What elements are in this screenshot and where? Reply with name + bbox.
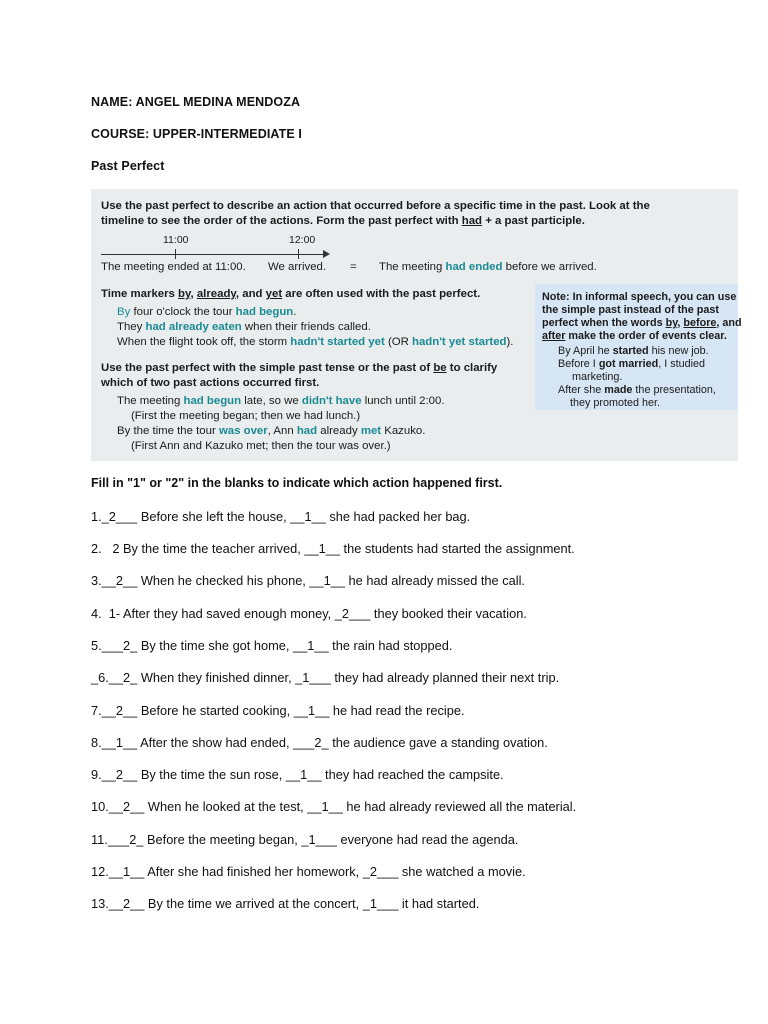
note-example: By April he started his new job. [558,345,709,357]
exercise-item: 3.__2__ When he checked his phone, __1__ he had already missed the call. [91,573,525,588]
note-example: they promoted her. [570,397,661,409]
student-name: NAME: ANGEL MEDINA MENDOZA [91,95,301,109]
timeline-line [101,254,324,255]
time-markers-heading: Time markers by, already, and yet are often used with the past perfect. [101,288,481,300]
example-sentence: When the flight took off, the storm hadn't started yet (OR hadn't yet started). [117,336,514,348]
informal-speech-note [535,284,742,410]
note-example: After she made the presentation, [558,384,716,396]
exercise-item: 2. 2 By the time the teacher arrived, __1__ the students had started the assignment. [91,541,575,556]
timeline-event-a: The meeting ended at 11:00. [101,261,246,273]
course-name: COURSE: UPPER-INTERMEDIATE I [91,127,302,141]
note-line: the simple past instead of the past [542,304,719,316]
timeline-summary: The meeting had ended before we arrived. [379,261,597,273]
example-sentence: They had already eaten when their friends called. [117,321,371,333]
exercise-item: 8.__1__ After the show had ended, ___2_ the audience gave a standing ovation. [91,735,548,750]
exercise-item: 5.___2_ By the time she got home, __1__ the rain had stopped. [91,638,453,653]
usage-rule-line-2: which of two past actions occurred first. [101,377,320,389]
example-sentence: By the time the tour was over, Ann had already met Kazuko. [117,425,426,437]
note-line: Note: In informal speech, you can use [542,291,737,303]
exercise-item: 11.___2_ Before the meeting began, _1___ everyone had read the agenda. [91,832,519,847]
timeline-time-1: 11:00 [163,234,189,246]
example-sentence: The meeting had begun late, so we didn't have lunch until 2:00. [117,395,445,407]
note-line: perfect when the words by, before, and [542,317,742,329]
exercise-item: _6.__2_ When they finished dinner, _1___ they had already planned their next trip. [91,670,560,685]
topic-title: Past Perfect [91,159,165,173]
grammar-intro-line-2: timeline to see the order of the actions. Form the past perfect with had + a past participle. [101,215,585,227]
timeline-tick [175,249,176,259]
timeline-arrow-icon [323,250,330,258]
exercise-item: 12.__1__ After she had finished her homework, _2___ she watched a movie. [91,864,526,879]
exercise-item: 4. 1- After they had saved enough money, _2___ they booked their vacation. [91,606,527,621]
note-example: Before I got married, I studied [558,358,706,370]
example-explanation: (First the meeting began; then we had lunch.) [131,410,361,422]
example-sentence: By four o'clock the tour had begun. [117,306,297,318]
example-explanation: (First Ann and Kazuko met; then the tour was over.) [131,440,391,452]
grammar-reference-box [91,189,742,461]
timeline-tick [298,249,299,259]
exercise-item: 10.__2__ When he looked at the test, __1__ he had already reviewed all the material. [91,799,577,814]
timeline-time-2: 12:00 [289,234,316,246]
note-line: after make the order of events clear. [542,330,727,342]
exercise-item: 13.__2__ By the time we arrived at the concert, _1___ it had started. [91,896,480,911]
timeline-equals: = [350,261,357,273]
timeline-event-b: We arrived. [268,261,327,273]
exercise-item: 7.__2__ Before he started cooking, __1__ he had read the recipe. [91,703,465,718]
exercise-item: 9.__2__ By the time the sun rose, __1__ they had reached the campsite. [91,767,504,782]
exercise-instruction: Fill in "1" or "2" in the blanks to indicate which action happened first. [91,476,503,490]
usage-rule-line-1: Use the past perfect with the simple past tense or the past of be to clarify [101,362,498,374]
note-example: marketing. [572,371,623,383]
exercise-item: 1._2___ Before she left the house, __1__ she had packed her bag. [91,509,471,524]
grammar-intro-line-1: Use the past perfect to describe an action that occurred before a specific time in the past. Look at the [101,200,650,212]
